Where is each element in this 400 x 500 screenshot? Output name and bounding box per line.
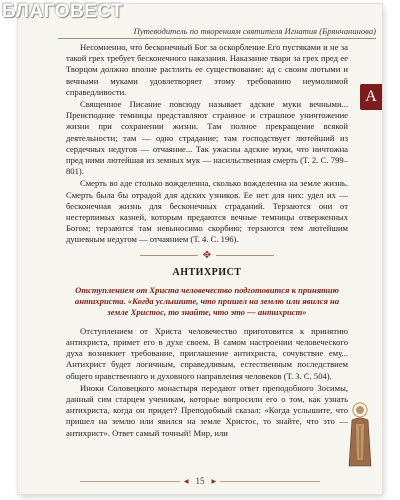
fleuron-icon: ✥ xyxy=(202,249,212,261)
book-page xyxy=(18,4,382,494)
section-thumb-tab xyxy=(360,84,382,110)
paragraph: Священное Писание повсюду называет адские муки вечными... Преисподние темницы представляют странное и страшное уничтожение жизни при сохранении жизни. Там полное прекращение всякой деятельности; там — одно страдание; там господствует лютейший из сердечных недугов — отчаяние... Так ужасны адские муки, что ничтожна пред ними лютейшая из земных мук — насильственная смерть (Т. 2. С. 799–801). xyxy=(66,99,348,177)
page-footer xyxy=(18,476,382,486)
saint-figure-icon xyxy=(344,400,376,470)
watermark-logo: БЛАГОВЕСТ xyxy=(2,1,124,22)
arrow-right-icon: ▶ xyxy=(211,478,217,485)
footer-line-right xyxy=(220,481,320,482)
thumb-tab-letter: А xyxy=(365,88,377,105)
page-number: 15 xyxy=(195,476,205,486)
ornament-line-left xyxy=(140,255,198,256)
running-head: Путеводитель по творениям святителя Игнатия (Брянчанинова) xyxy=(58,26,376,39)
arrow-left-icon: ◀ xyxy=(183,478,189,485)
paragraph: Несомненно, что бесконечный Бог за оскорбление Его пустяками и не за такой грех требует бесконечного наказания. Наказание твари за грех пред ее Творцом должно вполне растлить ее существование: ад с своим лютыми и вечными муками удовлетворяет этому требованию неумолимой справедливости. xyxy=(66,42,348,97)
body-text xyxy=(66,42,348,439)
ornament-line-right xyxy=(216,255,274,256)
footer-line-left xyxy=(80,481,180,482)
paragraph: Смерть во аде столько вожделенна, сколько вожделенна на земле жизнь. Смерть была бы отрадой для адских узников. Ее нет для них: удел их — бесконечная жизнь для бесконечных страданий. Терзаются они от нестерпимых казней, которым предаются вечные темницы отверженных Богом; терзаются там невыносимо скорбию; терзаются тем лютейшим душевным недугом — отчаянием (Т. 4. С. 196). xyxy=(66,178,348,245)
section-title: АНТИХРИСТ xyxy=(172,266,242,278)
section-epigraph: Отступлением от Христа человечество подготовится к принятию антихриста. «Когда услышите, что пришел на землю или явился на земле Христос, то знайте, что это — антихрист» xyxy=(74,284,340,317)
paragraph: Иноки Соловецкого монастыря передают ответ преподобного Зосимы, данный сим старцем ученикам, которые вопросили его о том, как узнать антихриста, когда он придет? Преподобный сказал: «Когда услышите, что пришел на землю или явился на земле Христос, то знайте, что это — антихрист». Ответ самый точный! Мир, или xyxy=(66,382,348,438)
paragraph: Отступлением от Христа человечество приготовится к принятию антихриста, примет его в духе своем. В самом настроении человеческого духа возникнет требование, приглашение антихриста, сочувствие ему... Антихрист будет логичным, справедливым, естественным последствием общего нравственного и духовного направления человеков (Т. 3. С. 504). xyxy=(66,325,348,381)
section-ornament xyxy=(66,251,348,261)
